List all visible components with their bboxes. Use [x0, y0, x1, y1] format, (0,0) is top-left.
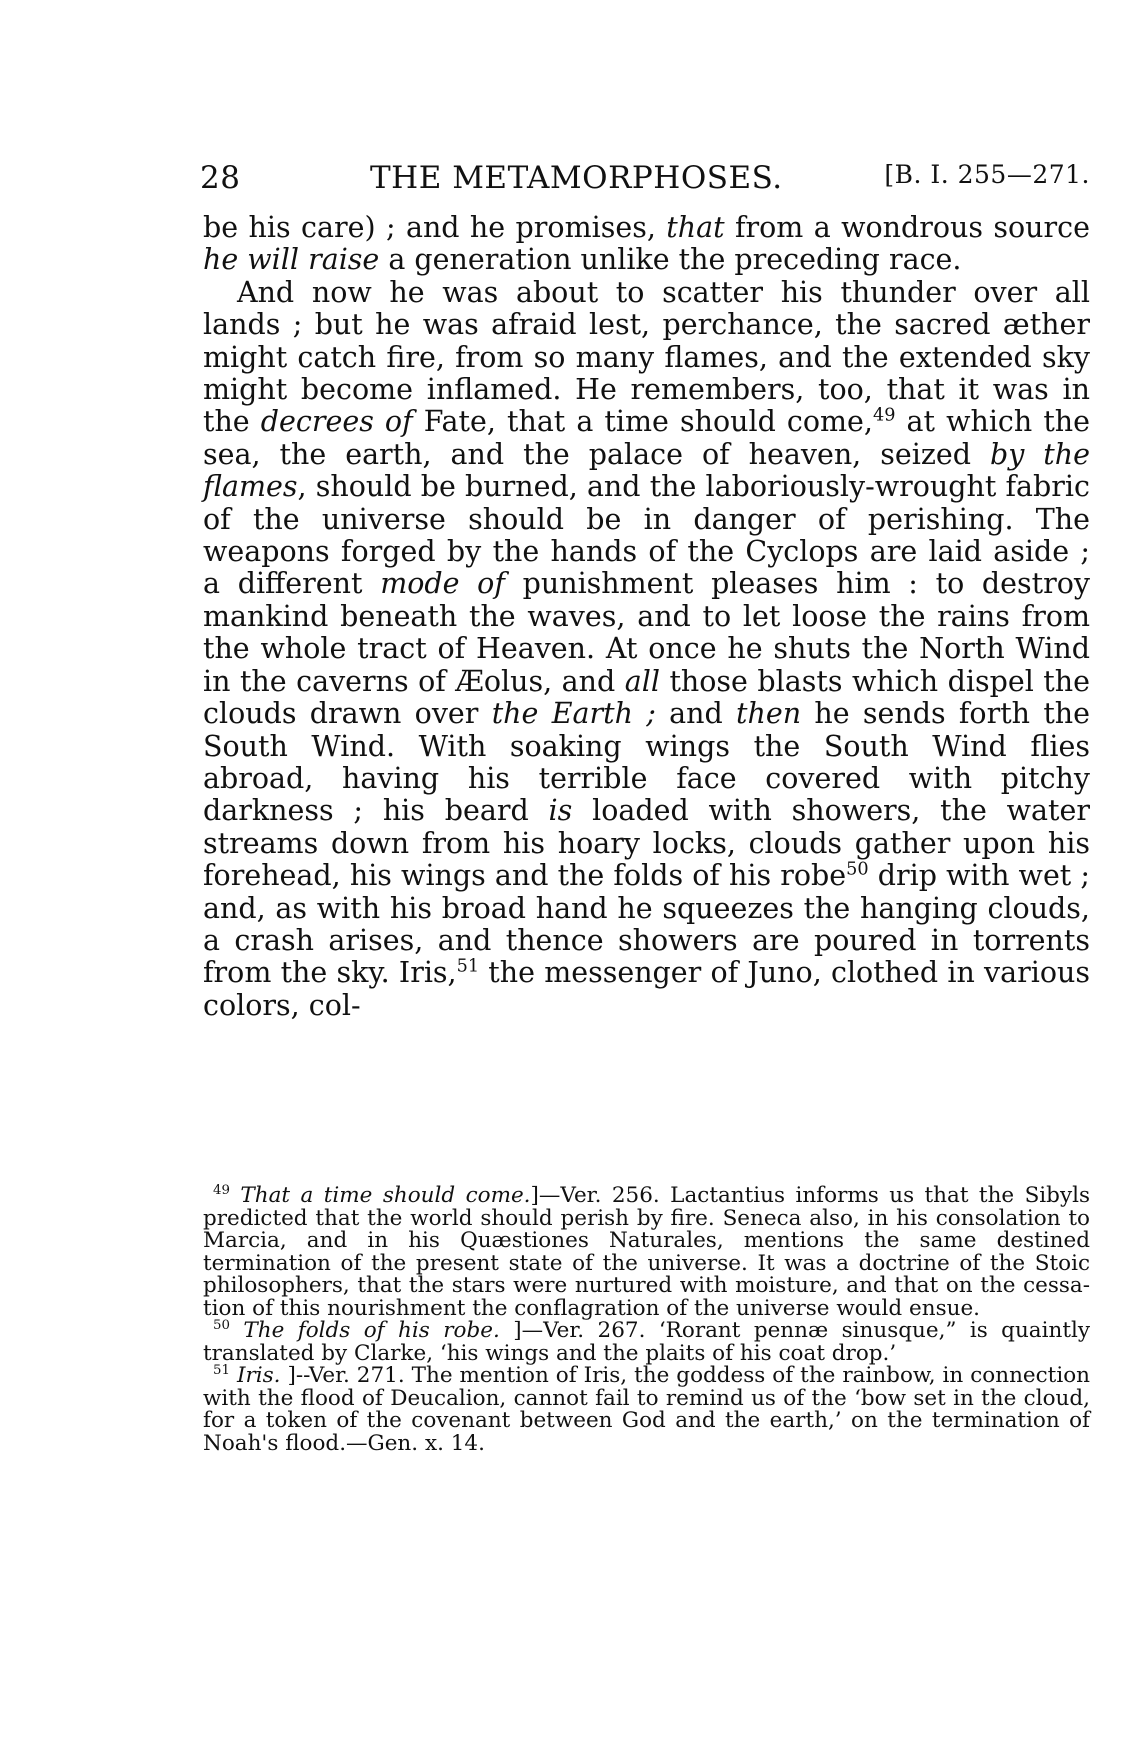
footnote-ref-49: 49	[872, 405, 896, 426]
footnote-49	[203, 1182, 1090, 1321]
text-run: the messenger of Juno, clothed in various colors, col-	[203, 956, 1090, 1022]
main-text	[203, 212, 1090, 1022]
text-run: drip with wet ; and, as with his broad hand he squeezes the hanging clouds, a crash arises, and thence showers are poured in torrents from the sky. Iris,	[203, 859, 1090, 990]
text-run: , should be burned, and the laboriously-wrought fabric of the universe should be in danger of perishing. The weapons forged by the hands of the Cyclops are laid aside ; a different	[203, 470, 1090, 601]
page-number: 28	[200, 160, 241, 196]
italic-run: is	[548, 794, 573, 828]
footnote-text: ]—Ver. 256. Lactantius informs us that the Sibyls predicted that the world should perish by fire. Seneca also, in his consolation to Marcia, and in his Quæstiones Naturales, mentions the same destined termination of the present state of the universe. It was a doctrine of the Stoic philosophers, that the stars were nurtured with moisture, and that on the cessation of this nourishment the conflagration of the universe would ensue.	[203, 1183, 1090, 1321]
italic-run: all	[624, 664, 660, 698]
italic-run: he will raise	[203, 243, 380, 277]
footnote-51	[203, 1362, 1090, 1456]
footnote-ref-51: 51	[456, 956, 480, 977]
footnote-lemma: The folds of his robe.	[243, 1318, 500, 1343]
text-run: from a wondrous source	[724, 211, 1090, 244]
text-run: And now he was about to scatter his thunder over all lands ; but he was afraid lest, perchance, the sacred æther might catch fire, from so many flames, and the extended sky might become inflamed. He remembers, too, that it was in the	[203, 275, 1090, 439]
footnote-50	[203, 1317, 1090, 1366]
italic-run: then	[736, 697, 802, 731]
footnote-text: ]--Ver. 271. The mention of Iris, the goddess of the rainbow, in connection with the flood of Deucalion, cannot fail to remind us of the ‘bow set in the cloud, for a token of the covenant between God and the earth,’ on the termination of Noah's flood.—Gen. x. 14.	[203, 1363, 1090, 1456]
text-run: he sends forth the South Wind. With soaking wings the South Wind flies abroad, having his terrible face covered with pitchy darkness ; his beard	[203, 697, 1090, 828]
text-run: a generation unlike the preceding race.	[379, 243, 962, 277]
footnote-lemma: That a time should come.	[240, 1183, 531, 1208]
paragraph-1	[203, 212, 1090, 277]
text-run: loaded with showers, the water streams down from his hoary locks, clouds gather upon his forehead, his wings and the folds of his robe	[203, 794, 1090, 893]
text-run: at which the sea, the earth, and the palace of heaven, seized	[203, 405, 1091, 471]
footnote-number: 50	[213, 1317, 230, 1333]
book-title: THE METAMORPHOSES.	[370, 160, 783, 196]
italic-run: decrees of	[260, 405, 413, 439]
footnotes	[203, 1182, 1090, 1456]
footnote-text: ]—Ver. 267. ‘Rorant pennæ sinusque,” is quaintly translated by Clarke, ‘his wings and the plaits of his coat drop.’	[203, 1318, 1090, 1366]
text-run: and	[655, 697, 737, 731]
italic-run: the Earth ;	[491, 697, 656, 731]
text-run: be his care) ; and he promises,	[203, 211, 667, 244]
italic-run: that	[666, 211, 725, 244]
footnote-lemma: Iris.	[236, 1363, 281, 1388]
footnote-ref-50: 50	[846, 859, 869, 880]
text-run: those blasts which dispel the clouds drawn over	[203, 664, 1090, 731]
italic-run: mode of	[380, 567, 505, 601]
book-line-reference: [B. I. 255—271.	[884, 160, 1090, 189]
italic-run: by the flames	[203, 437, 1090, 504]
footnote-number: 51	[213, 1362, 230, 1378]
running-header	[200, 160, 1090, 200]
footnote-number: 49	[213, 1182, 230, 1198]
text-run: punishment pleases him : to destroy mankind beneath the waves, and to let loose the rains from the whole tract of Heaven. At once he shuts the North Wind in the caverns of Æolus, and	[203, 567, 1091, 698]
text-run: Fate, that a time should come,	[412, 405, 873, 439]
paragraph-2	[203, 277, 1090, 1022]
